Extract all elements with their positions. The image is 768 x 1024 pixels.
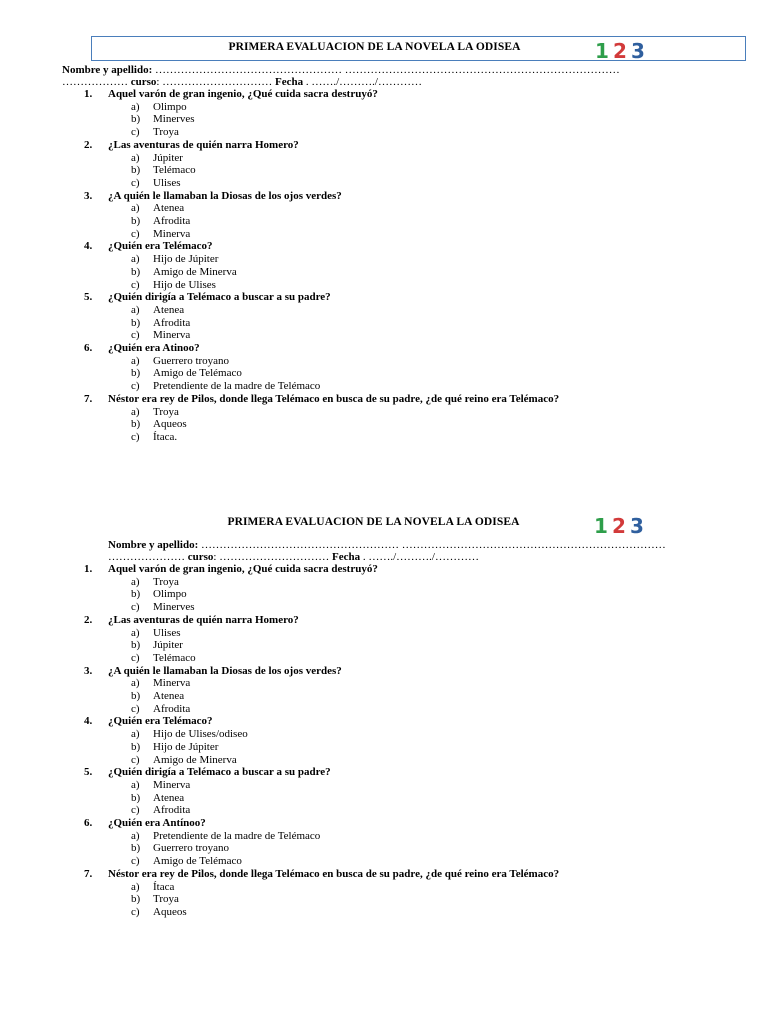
option-text: Afrodita [153,804,191,817]
answer-option[interactable] [131,329,190,341]
option-letter: a) [131,626,140,639]
logo-digit-1: 1 [594,514,608,537]
logo-digit-1: 1 [595,39,609,62]
question-number: 3. [84,189,93,202]
question-text: ¿A quién le llamaban la Diosas de los ojos verdes? [108,664,342,677]
option-letter: a) [131,778,140,791]
question-text: ¿Quién era Telémaco? [108,715,213,728]
fecha-field-dots: . ……./………./………… [303,76,422,88]
curso-field-dots: : ………………………… [213,551,330,563]
answer-option[interactable] [131,703,190,715]
option-letter: a) [131,151,140,164]
answer-option[interactable] [131,792,184,804]
option-letter: b) [131,418,141,431]
question-text: ¿Quién era Antínoo? [108,817,206,829]
option-letter: c) [131,380,140,393]
option-text: Troya [153,893,179,906]
line2-dots: ………………… [108,551,185,563]
question-4 [84,715,213,727]
answer-option[interactable] [131,652,196,664]
question-5 [84,766,331,778]
option-letter: b) [131,842,141,855]
option-letter: a) [131,202,140,215]
answer-option[interactable] [131,113,195,125]
name-line [62,64,620,76]
option-letter: c) [131,855,140,868]
option-text: Minerva [153,778,191,791]
answer-option[interactable] [131,639,183,651]
answer-option[interactable] [131,126,179,138]
question-3 [84,665,342,677]
option-text: Ítaca [153,880,175,893]
option-text: Atenea [153,690,185,702]
title-box [91,36,746,61]
question-6 [84,817,206,829]
option-letter: c) [131,702,140,715]
answer-option[interactable] [131,367,242,379]
name-field-dots: ……………………………………………… ……………………………………………………………… [198,539,666,551]
option-letter: c) [131,905,140,918]
question-text: ¿Quién era Telémaco? [108,240,213,253]
option-letter: c) [131,227,140,240]
name-field-dots: …………………………………………… ………………………………………………………………… [152,64,620,76]
option-text: Minerva [153,227,191,240]
answer-option[interactable] [131,627,181,639]
fecha-label: Fecha [331,551,361,563]
option-letter: b) [131,265,141,278]
answer-option[interactable] [131,906,187,918]
option-text: Pretendiente de la madre de Telémaco [153,380,321,393]
option-letter: a) [131,728,140,741]
option-letter: a) [131,100,140,113]
option-text: Hijo de Júpiter [153,253,219,266]
option-text: Amigo de Minerva [153,265,237,278]
option-text: Troya [153,575,179,588]
option-letter: b) [131,113,141,126]
option-letter: c) [131,804,140,817]
curso-field-dots: : ………………………… [156,76,273,88]
answer-option[interactable] [131,253,218,265]
question-1 [84,88,378,100]
option-letter: c) [131,430,140,443]
question-6 [84,342,200,354]
option-text: Ítaca. [153,430,178,443]
question-3 [84,190,342,202]
option-letter: b) [131,316,141,329]
option-text: Atenea [153,202,185,215]
answer-option[interactable] [131,804,190,816]
question-text: Néstor era rey de Pilos, donde llega Telémaco en busca de su padre, ¿de qué reino era Telémaco? [108,392,560,405]
option-letter: a) [131,303,140,316]
answer-option[interactable] [131,164,196,176]
question-7 [84,868,559,880]
option-text: Telémaco [153,651,196,664]
answer-option[interactable] [131,431,177,443]
option-text: Minerves [153,113,195,126]
option-letter: c) [131,651,140,664]
option-letter: c) [131,176,140,189]
question-number: 4. [84,715,93,728]
option-text: Olimpo [153,100,187,113]
answer-option[interactable] [131,317,190,329]
answer-option[interactable] [131,418,187,430]
question-text: ¿Quién era Atinoo? [108,342,200,354]
option-text: Atenea [153,791,185,804]
option-text: Olimpo [153,588,187,601]
option-text: Hijo de Júpiter [153,740,219,753]
option-letter: c) [131,126,140,139]
option-text: Telémaco [153,164,196,177]
course-date-line [108,551,479,563]
answer-option[interactable] [131,228,190,240]
question-number: 1. [84,563,93,575]
option-text: Guerrero troyano [153,842,230,855]
option-letter: a) [131,880,140,893]
question-text: Aquel varón de gran ingenio, ¿Qué cuida sacra destruyó? [108,88,378,100]
answer-option[interactable] [131,893,179,905]
answer-option[interactable] [131,677,190,689]
option-text: Amigo de Telémaco [153,367,242,380]
option-text: Hijo de Ulises [153,278,216,291]
answer-option[interactable] [131,279,216,291]
course-date-line [62,76,422,88]
quiz-title: PRIMERA EVALUACION DE LA NOVELA LA ODISEA [227,516,520,528]
question-number: 3. [84,664,93,677]
option-letter: b) [131,215,141,227]
logo-digit-2: 2 [612,514,626,537]
name-line [108,539,666,551]
answer-option[interactable] [131,855,242,867]
option-text: Afrodita [153,702,191,715]
option-letter: a) [131,405,140,418]
option-text: Aqueos [153,418,187,431]
option-text: Minerva [153,329,191,342]
option-text: Ulises [153,626,181,639]
answer-option[interactable] [131,202,184,214]
option-letter: a) [131,354,140,367]
question-number: 2. [84,613,93,626]
question-1 [84,563,378,575]
option-letter: b) [131,740,141,753]
question-text: ¿Quién dirigía a Telémaco a buscar a su padre? [108,766,331,779]
option-text: Amigo de Telémaco [153,855,242,868]
curso-label: curso [130,76,157,88]
option-text: Hijo de Ulises/odiseo [153,728,248,741]
fecha-field-dots: . ……./………./………… [360,551,479,563]
answer-option[interactable] [131,215,190,227]
answer-option[interactable] [131,406,179,418]
name-label: Nombre y apellido: [62,64,153,76]
option-letter: b) [131,893,141,906]
name-label: Nombre y apellido: [108,539,199,551]
question-text: Aquel varón de gran ingenio, ¿Qué cuida sacra destruyó? [108,563,378,575]
option-letter: b) [131,791,141,804]
question-2 [84,614,299,626]
option-text: Troya [153,405,179,418]
option-letter: b) [131,690,141,702]
option-letter: c) [131,329,140,342]
option-letter: b) [131,588,141,601]
answer-option[interactable] [131,576,179,588]
question-number: 6. [84,342,93,354]
numbers-123-icon [588,513,648,537]
option-text: Afrodita [153,316,191,329]
answer-option[interactable] [131,266,237,278]
option-letter: b) [131,639,141,652]
option-letter: b) [131,367,141,380]
quiz-title: PRIMERA EVALUACION DE LA NOVELA LA ODISEA [228,41,521,53]
option-text: Afrodita [153,215,191,227]
answer-option[interactable] [131,779,190,791]
question-number: 6. [84,817,93,829]
option-text: Pretendiente de la madre de Telémaco [153,829,321,842]
question-number: 7. [84,392,93,405]
option-text: Ulises [153,176,181,189]
question-7 [84,393,559,405]
answer-option[interactable] [131,601,195,613]
logo-digit-3: 3 [630,514,644,537]
answer-option[interactable] [131,830,320,842]
option-letter: a) [131,677,140,690]
question-number: 1. [84,88,93,100]
fecha-label: Fecha [274,76,304,88]
answer-option[interactable] [131,355,229,367]
logo-digit-2: 2 [613,39,627,62]
option-letter: a) [131,829,140,842]
answer-option[interactable] [131,152,183,164]
question-text: ¿Las aventuras de quién narra Homero? [108,138,299,151]
answer-option[interactable] [131,588,187,600]
option-text: Guerrero troyano [153,354,230,367]
logo-digit-3: 3 [631,39,645,62]
line2-dots: ……………… [62,76,128,88]
option-letter: c) [131,601,140,614]
title-area [91,512,746,537]
answer-option[interactable] [131,101,187,113]
question-number: 2. [84,138,93,151]
option-letter: b) [131,164,141,177]
option-letter: c) [131,753,140,766]
option-text: Atenea [153,303,185,316]
question-number: 4. [84,240,93,253]
option-letter: c) [131,278,140,291]
question-text: ¿Las aventuras de quién narra Homero? [108,613,299,626]
option-text: Amigo de Minerva [153,753,237,766]
answer-option[interactable] [131,380,320,392]
answer-option[interactable] [131,754,237,766]
numbers-123-icon [589,38,649,62]
answer-option[interactable] [131,741,218,753]
question-5 [84,291,331,303]
question-2 [84,139,299,151]
answer-option[interactable] [131,728,248,740]
question-number: 5. [84,766,93,779]
question-text: ¿A quién le llamaban la Diosas de los ojos verdes? [108,189,342,202]
question-number: 5. [84,291,93,304]
question-text: ¿Quién dirigía a Telémaco a buscar a su padre? [108,291,331,304]
answer-option[interactable] [131,881,174,893]
question-text: Néstor era rey de Pilos, donde llega Telémaco en busca de su padre, ¿de qué reino era Telémaco? [108,867,560,880]
option-text: Júpiter [153,639,183,652]
option-text: Minerva [153,677,191,690]
answer-option[interactable] [131,177,181,189]
option-text: Aqueos [153,905,187,918]
option-letter: a) [131,575,140,588]
option-text: Júpiter [153,151,183,164]
option-text: Minerves [153,601,195,614]
answer-option[interactable] [131,690,184,702]
answer-option[interactable] [131,842,229,854]
option-letter: a) [131,253,140,266]
curso-label: curso [187,551,214,563]
question-4 [84,240,213,252]
option-text: Troya [153,126,179,139]
answer-option[interactable] [131,304,184,316]
question-number: 7. [84,867,93,880]
